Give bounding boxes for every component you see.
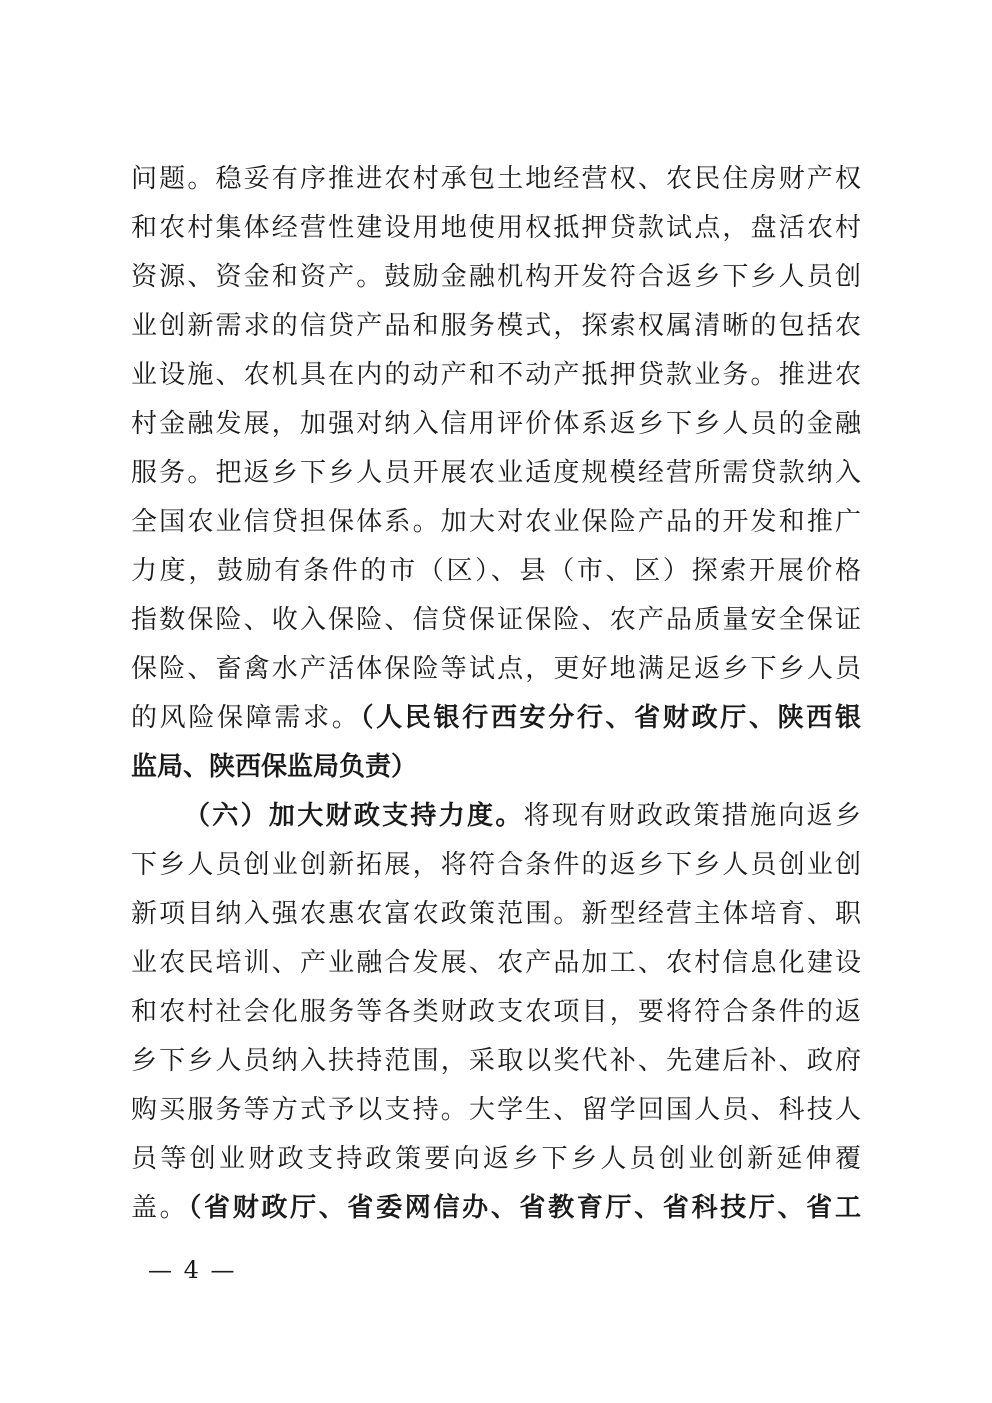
- text-line: 资源、资金和资产。鼓励金融机构开发符合返乡下乡人员创: [131, 262, 861, 292]
- text-line: [131, 700, 861, 736]
- text-normal: 将现有财政政策措施向返乡: [523, 801, 861, 831]
- text-line: 指数保险、收入保险、信贷保证保险、农产品质量安全保证: [131, 605, 861, 635]
- text-line: 问题。稳妥有序推进农村承包土地经营权、农民住房财产权: [131, 164, 861, 194]
- text-normal: 盖。: [131, 1193, 189, 1223]
- text-line: [131, 749, 861, 785]
- text-line: 购买服务等方式予以支持。大学生、留学回国人员、科技人: [131, 1095, 861, 1125]
- responsible-agencies: （省财政厅、省委网信办、省教育厅、省科技厅、省工: [188, 1193, 861, 1223]
- text-line: 新项目纳入强农惠农富农政策范围。新型经营主体培育、职: [131, 899, 861, 929]
- text-line: 乡下乡人员纳入扶持范围，采取以奖代补、先建后补、政府: [131, 1046, 861, 1076]
- section-heading-line: [184, 798, 861, 834]
- text-line: 全国农业信贷担保体系。加大对农业保险产品的开发和推广: [131, 507, 861, 537]
- text-line: 员等创业财政支持政策要向返乡下乡人员创业创新延伸覆: [131, 1144, 861, 1174]
- text-line: 和农村社会化服务等各类财政支农项目，要将符合条件的返: [131, 997, 861, 1027]
- text-line: 保险、畜禽水产活体保险等试点，更好地满足返乡下乡人员: [131, 654, 861, 684]
- text-line: 业农民培训、产业融合发展、农产品加工、农村信息化建设: [131, 948, 861, 978]
- responsible-agencies: （人民银行西安分行、省财政厅、陕西银: [360, 703, 861, 733]
- text-line: 服务。把返乡下乡人员开展农业适度规模经营所需贷款纳入: [131, 458, 861, 488]
- text-line: 村金融发展，加强对纳入信用评价体系返乡下乡人员的金融: [131, 409, 861, 439]
- section-heading: （六）加大财政支持力度。: [184, 801, 524, 831]
- text-line: 和农村集体经营性建设用地使用权抵押贷款试点，盘活农村: [131, 213, 861, 243]
- text-line: 业创新需求的信贷产品和服务模式，探索权属清晰的包括农: [131, 311, 861, 341]
- text-normal: 的风险保障需求。: [131, 703, 361, 733]
- text-line: 下乡人员创业创新拓展，将符合条件的返乡下乡人员创业创: [131, 850, 861, 880]
- text-line: [131, 1190, 861, 1226]
- text-line: 业设施、农机具在内的动产和不动产抵押贷款业务。推进农: [131, 360, 861, 390]
- page-number: — 4 —: [148, 1256, 237, 1284]
- responsible-agencies: 监局、陕西保监局负责）: [131, 752, 418, 782]
- text-line: 力度，鼓励有条件的市（区）、县（市、区）探索开展价格: [131, 556, 861, 586]
